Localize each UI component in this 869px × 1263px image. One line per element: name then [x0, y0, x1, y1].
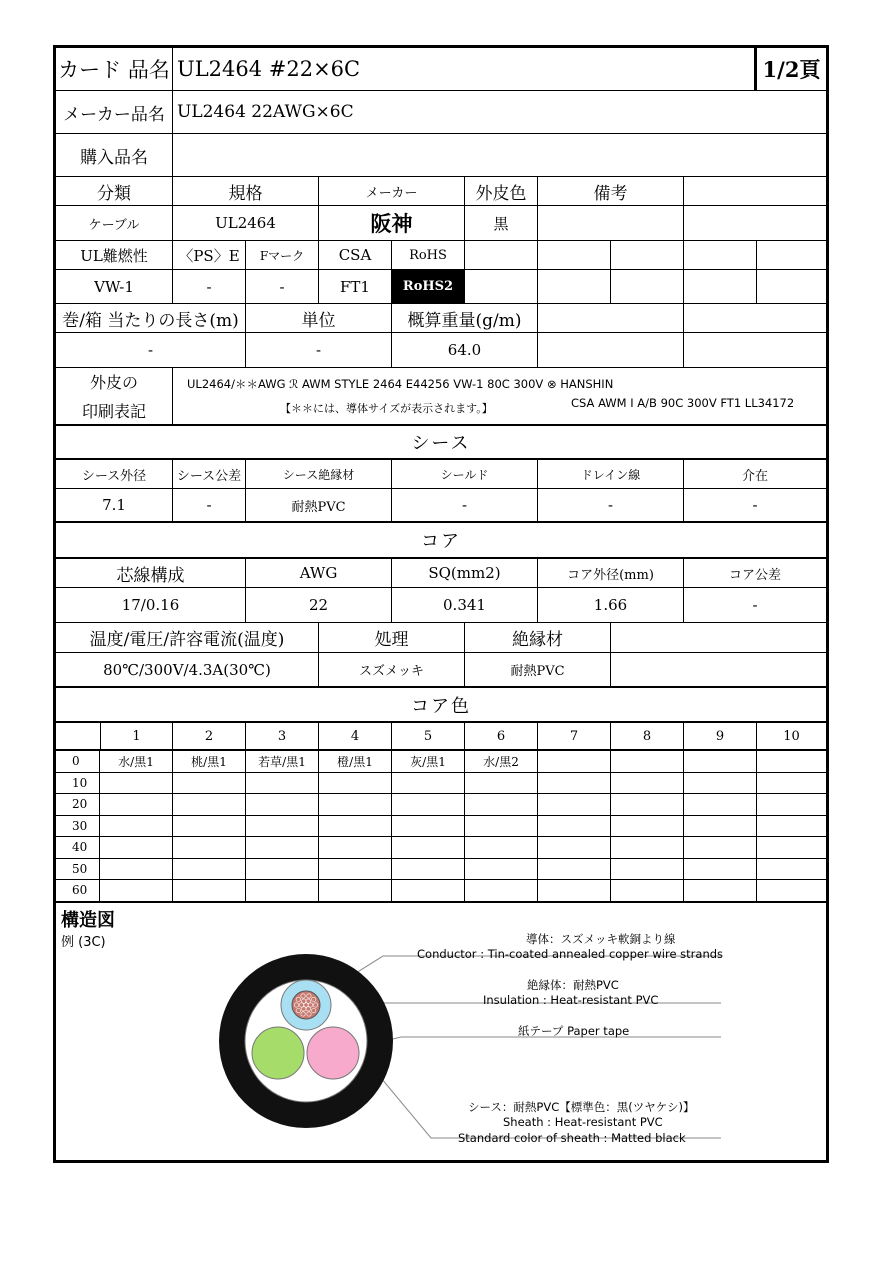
- sheath-tolerance-header: シース公差: [173, 460, 246, 489]
- printing-text-line1: UL2464/＊＊AWG ℛ AWM STYLE 2464 E44256 VW-1 80C 300V ⊗ HANSHIN: [187, 377, 614, 391]
- classification-value: ケーブル: [56, 206, 173, 241]
- color-cell: [465, 859, 538, 881]
- length-col-4-header: [538, 304, 684, 333]
- color-cell: [538, 751, 611, 773]
- core-pink-circle: [307, 1027, 359, 1079]
- conductor-label-jp: 導体：スズメッキ軟銅より線: [526, 932, 676, 946]
- standard-header: 規格: [173, 177, 319, 206]
- temp-voltage-current-header: 温度/電圧/許容電流(温度): [56, 623, 319, 653]
- color-cell: [757, 837, 826, 859]
- color-cell: [538, 859, 611, 881]
- insulation-material-value: 耐熱PVC: [465, 653, 611, 688]
- pse-value: -: [173, 270, 246, 304]
- length-per-reel-header: 巻/箱 当たりの長さ(m): [56, 304, 246, 333]
- color-grid-corner: [56, 723, 100, 751]
- core-green-circle: [252, 1027, 304, 1079]
- color-cell: [611, 859, 684, 881]
- unit-header: 単位: [246, 304, 392, 333]
- purchase-name-value: [173, 134, 826, 177]
- insulation-label-en: Insulation : Heat-resistant PVC: [483, 993, 659, 1007]
- maker-name-label: メーカー品名: [56, 91, 173, 134]
- sheath-label-jp: シース：耐熱PVC【標準色：黒(ツヤケシ)】: [468, 1100, 695, 1114]
- color-cell: [684, 816, 757, 838]
- approx-weight-header: 概算重量(g/m): [392, 304, 538, 333]
- color-cell: 若草/黒1: [246, 751, 319, 773]
- card-name-value: UL2464 #22×6C: [173, 48, 755, 91]
- awg-header: AWG: [246, 559, 392, 588]
- color-cell: 灰/黒1: [392, 751, 465, 773]
- sheath-insulation-value: 耐熱PVC: [246, 489, 392, 523]
- color-cell: [611, 773, 684, 795]
- ul-flame-value: VW-1: [56, 270, 173, 304]
- color-cell: [100, 816, 173, 838]
- f-mark-header: Fマーク: [246, 241, 319, 270]
- rating-col-9-header: [684, 241, 757, 270]
- conductor-strand: [307, 994, 311, 998]
- drain-wire-value: -: [538, 489, 684, 523]
- color-cell: [392, 837, 465, 859]
- color-cell: [100, 837, 173, 859]
- length-col-4-value: [538, 333, 684, 368]
- purchase-name-label: 購入品名: [56, 134, 173, 177]
- pse-header: 〈PS〉E: [173, 241, 246, 270]
- insulation-material-header: 絶縁材: [465, 623, 611, 653]
- color-cell: [392, 794, 465, 816]
- spec-card: [53, 45, 829, 1163]
- unit-value: -: [246, 333, 392, 368]
- paper-tape-label: 紙テープ Paper tape: [518, 1024, 630, 1038]
- remarks-header: 備考: [538, 177, 684, 206]
- core-od-value: 1.66: [538, 588, 684, 623]
- sheath-od-value: 7.1: [56, 489, 173, 523]
- conductor-strand: [307, 1012, 311, 1016]
- filler-header: 介在: [684, 460, 826, 489]
- conductor-strand: [296, 997, 300, 1001]
- drain-wire-header: ドレイン線: [538, 460, 684, 489]
- rating-col-8-value: [611, 270, 684, 304]
- rating-col-6-header: [465, 241, 538, 270]
- color-row-index: 60: [56, 880, 100, 902]
- ul-flame-header: UL難燃性: [56, 241, 173, 270]
- rating-col-8-header: [611, 241, 684, 270]
- rating-col-10-header: [757, 241, 826, 270]
- color-column-header: 8: [611, 723, 684, 751]
- color-cell: [100, 859, 173, 881]
- printing-text-line3: CSA AWM I A/B 90C 300V FT1 LL34172: [571, 396, 795, 410]
- color-cell: [757, 751, 826, 773]
- strand-construction-value: 17/0.16: [56, 588, 246, 623]
- structure-example: 例 (3C): [61, 935, 106, 950]
- sheath-od-header: シース外径: [56, 460, 173, 489]
- color-cell: [684, 794, 757, 816]
- treatment-value: スズメッキ: [319, 653, 465, 688]
- color-cell: [246, 816, 319, 838]
- color-column-header: 4: [319, 723, 392, 751]
- color-cell: [684, 837, 757, 859]
- conductor-strand: [294, 1003, 298, 1007]
- color-column-header: 10: [757, 723, 826, 751]
- color-cell: [611, 837, 684, 859]
- color-cell: [246, 773, 319, 795]
- page-indicator: 1/2頁: [755, 48, 826, 91]
- color-row-index: 50: [56, 859, 100, 881]
- sheath-insulation-header: シース絶縁材: [246, 460, 392, 489]
- color-cell: [757, 794, 826, 816]
- color-cell: [684, 773, 757, 795]
- color-cell: [319, 773, 392, 795]
- color-cell: [465, 794, 538, 816]
- printing-text-line2: 【＊＊には、導体サイズが表示されます。】: [280, 402, 493, 415]
- shield-value: -: [392, 489, 538, 523]
- color-column-header: 1: [100, 723, 173, 751]
- color-cell: [757, 859, 826, 881]
- remarks-value: [538, 206, 684, 241]
- sheath-section-title: シース: [56, 426, 826, 460]
- sheath-tolerance-value: -: [173, 489, 246, 523]
- length-per-reel-value: -: [56, 333, 246, 368]
- conductor-strand: [301, 994, 305, 998]
- rating-col-6-value: [465, 270, 538, 304]
- color-cell: [465, 773, 538, 795]
- color-cell: [611, 751, 684, 773]
- length-col-5-value: [684, 333, 826, 368]
- color-column-header: 3: [246, 723, 319, 751]
- maker-value: 阪神: [319, 206, 465, 241]
- csa-header: CSA: [319, 241, 392, 270]
- color-row-index: 20: [56, 794, 100, 816]
- color-row-index: 0: [56, 751, 100, 773]
- card-name-label: カード 品名: [56, 48, 173, 91]
- color-cell: 水/黒1: [100, 751, 173, 773]
- filler-value: -: [684, 489, 826, 523]
- color-column-header: 2: [173, 723, 246, 751]
- csa-value: FT1: [319, 270, 392, 304]
- core-blank-value: [611, 653, 826, 688]
- structure-title: 構造図: [61, 910, 115, 931]
- temp-voltage-current-value: 80℃/300V/4.3A(30℃): [56, 653, 319, 688]
- conductor-strand: [311, 1008, 315, 1012]
- sheath-color-label: Standard color of sheath : Matted black: [458, 1131, 686, 1145]
- color-cell: [465, 837, 538, 859]
- conductor-strand: [296, 1008, 300, 1012]
- color-cell: [319, 816, 392, 838]
- sq-header: SQ(mm2): [392, 559, 538, 588]
- color-cell: [173, 859, 246, 881]
- length-col-5-header: [684, 304, 826, 333]
- color-cell: [319, 837, 392, 859]
- color-cell: 橙/黒1: [319, 751, 392, 773]
- blank-value: [684, 206, 826, 241]
- color-column-header: 7: [538, 723, 611, 751]
- color-cell: [757, 773, 826, 795]
- color-cell: [538, 837, 611, 859]
- color-cell: [684, 859, 757, 881]
- color-cell: [100, 794, 173, 816]
- standard-value: UL2464: [173, 206, 319, 241]
- color-cell: [246, 837, 319, 859]
- color-cell: [100, 773, 173, 795]
- insulation-label-jp: 絶縁体：耐熱PVC: [527, 978, 619, 992]
- awg-value: 22: [246, 588, 392, 623]
- classification-header: 分類: [56, 177, 173, 206]
- color-cell: [611, 794, 684, 816]
- color-cell: [538, 794, 611, 816]
- conductor-strand: [306, 999, 310, 1003]
- cable-cross-section-diagram: [56, 898, 826, 1160]
- core-color-section-title: コア色: [56, 688, 826, 723]
- core-od-header: コア外径(mm): [538, 559, 684, 588]
- color-cell: [392, 816, 465, 838]
- printing-label: [56, 368, 173, 426]
- core-tolerance-header: コア公差: [684, 559, 826, 588]
- color-cell: [611, 816, 684, 838]
- color-cell: [246, 859, 319, 881]
- color-row-index: 40: [56, 837, 100, 859]
- sheath-label-en: Sheath : Heat-resistant PVC: [503, 1115, 663, 1129]
- core-tolerance-value: -: [684, 588, 826, 623]
- blank-header: [684, 177, 826, 206]
- rohs-header: RoHS: [392, 241, 465, 270]
- core-section-title: コア: [56, 523, 826, 559]
- conductor-strand: [311, 997, 315, 1001]
- color-cell: 水/黒2: [465, 751, 538, 773]
- f-mark-value: -: [246, 270, 319, 304]
- rating-col-10-value: [757, 270, 826, 304]
- conductor-strand: [313, 1003, 317, 1007]
- rating-col-9-value: [684, 270, 757, 304]
- color-cell: [319, 859, 392, 881]
- color-row-index: 10: [56, 773, 100, 795]
- color-cell: [392, 773, 465, 795]
- color-cell: [246, 794, 319, 816]
- color-cell: 桃/黒1: [173, 751, 246, 773]
- color-column-header: 9: [684, 723, 757, 751]
- color-cell: [538, 816, 611, 838]
- color-cell: [538, 773, 611, 795]
- maker-header: メーカー: [319, 177, 465, 206]
- sq-value: 0.341: [392, 588, 538, 623]
- conductor-strand: [302, 999, 306, 1003]
- rating-col-7-value: [538, 270, 611, 304]
- color-cell: [173, 794, 246, 816]
- core-blank-header: [611, 623, 826, 653]
- maker-name-value: UL2464 22AWG×6C: [173, 91, 826, 134]
- color-cell: [684, 751, 757, 773]
- conductor-label-en: Conductor : Tin-coated annealed copper wire strands: [417, 947, 724, 961]
- treatment-header: 処理: [319, 623, 465, 653]
- color-column-header: 6: [465, 723, 538, 751]
- strand-construction-header: 芯線構成: [56, 559, 246, 588]
- jacket-color-value: 黒: [465, 206, 538, 241]
- rohs-badge: RoHS2: [392, 270, 465, 304]
- color-cell: [173, 816, 246, 838]
- jacket-color-header: 外皮色: [465, 177, 538, 206]
- color-cell: [757, 816, 826, 838]
- color-cell: [392, 859, 465, 881]
- conductor-strand: [301, 1012, 305, 1016]
- printing-label-line2: 印刷表記: [81, 402, 146, 421]
- conductor-strand: [306, 1007, 310, 1011]
- shield-header: シールド: [392, 460, 538, 489]
- color-cell: [319, 794, 392, 816]
- color-cell: [465, 816, 538, 838]
- color-column-header: 5: [392, 723, 465, 751]
- rating-col-7-header: [538, 241, 611, 270]
- printing-label-line1: 外皮の: [89, 373, 138, 392]
- color-cell: [173, 837, 246, 859]
- approx-weight-value: 64.0: [392, 333, 538, 368]
- color-cell: [173, 773, 246, 795]
- color-row-index: 30: [56, 816, 100, 838]
